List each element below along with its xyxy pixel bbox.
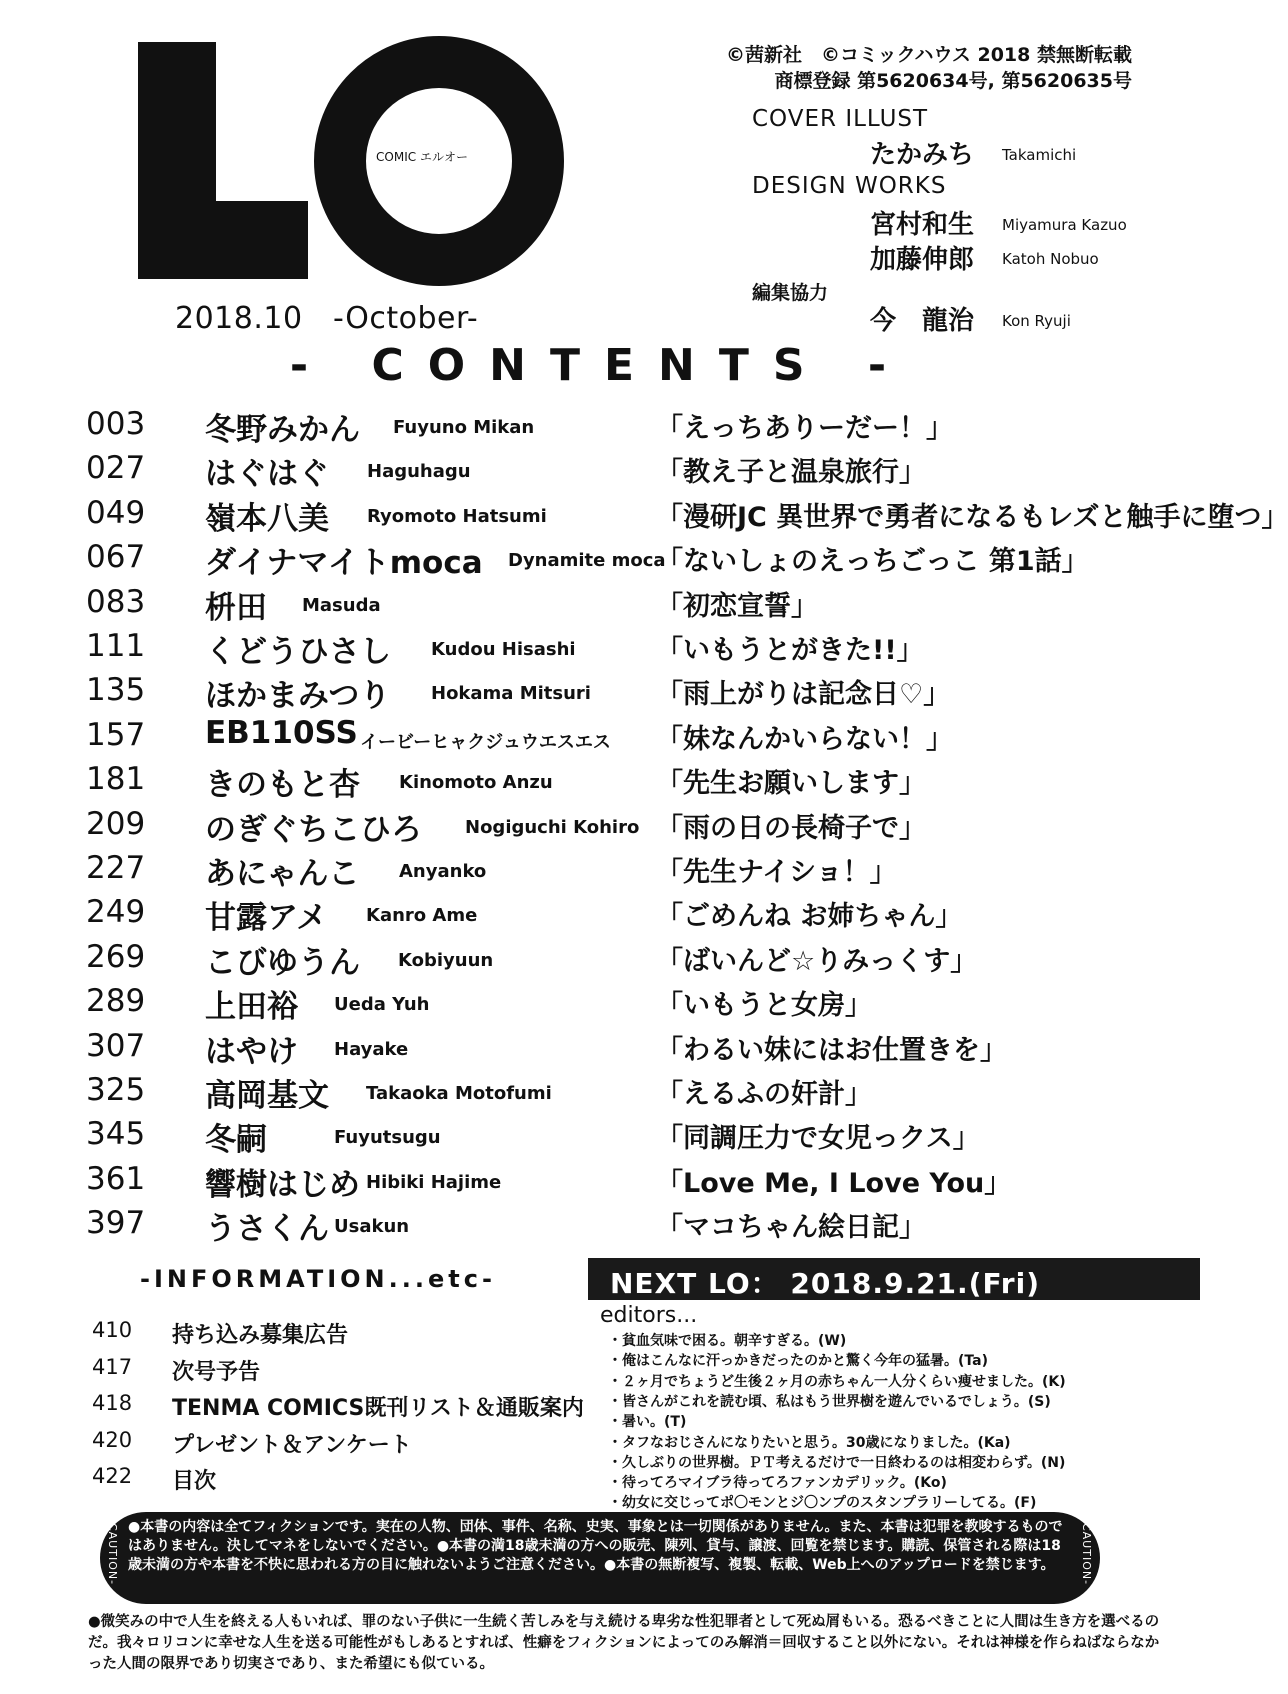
contents-author-en: Hayake bbox=[334, 1038, 409, 1060]
contents-row bbox=[0, 983, 1200, 1027]
contents-page-number: 067 bbox=[86, 539, 146, 576]
contents-author-en: Fuyutsugu bbox=[334, 1127, 441, 1149]
logo-subtitle: COMIC エルオー bbox=[376, 150, 468, 164]
contents-row bbox=[0, 850, 1200, 894]
logo-letter-l-foot bbox=[138, 201, 308, 279]
contents-row bbox=[0, 584, 1200, 628]
designer-2-en: Katoh Nobuo bbox=[1002, 250, 1099, 268]
contents-page-number: 361 bbox=[86, 1160, 146, 1197]
contents-story-title: 「雨の日の長椅子で」 bbox=[656, 812, 926, 844]
editor-comment: ・幼女に交じってポ〇モンとジ〇ンプのスタンプラリーしてる。(F) bbox=[608, 1495, 1037, 1512]
contents-page-number: 135 bbox=[86, 672, 146, 709]
editor-comment: ・２ヶ月でちょうど生後２ヶ月の赤ちゃん一人分くらい痩せました。(K) bbox=[608, 1373, 1066, 1390]
contents-author-jp: うさくん bbox=[205, 1211, 329, 1248]
contents-story-title: 「先生ナイショ！」 bbox=[656, 857, 897, 888]
contents-row bbox=[0, 894, 1200, 938]
contents-author-en: Masuda bbox=[302, 594, 381, 616]
contents-row bbox=[0, 450, 1200, 494]
editor-comment: ・貧血気味で困る。朝辛すぎる。(W) bbox=[608, 1333, 847, 1349]
editor-jp: 今 龍治 bbox=[870, 306, 975, 336]
contents-author-jp: EB110SS bbox=[205, 714, 358, 751]
contents-author-en: Dynamite moca bbox=[508, 550, 666, 572]
caution-side-left: -CAUTION- bbox=[106, 1518, 119, 1586]
contents-page-number: 269 bbox=[86, 938, 146, 975]
designer-1-en: Miyamura Kazuo bbox=[1002, 216, 1127, 234]
contents-row bbox=[0, 761, 1200, 805]
contents-row bbox=[0, 714, 1200, 761]
contents-author-en: Anyanko bbox=[399, 861, 487, 882]
contents-page-number: 111 bbox=[86, 628, 146, 664]
contents-author-jp: 冬野みかん bbox=[205, 412, 360, 448]
information-item: 持ち込み募集広告 bbox=[172, 1323, 349, 1348]
contents-author-jp: くどうひさし bbox=[205, 634, 391, 670]
contents-author-en: Nogiguchi Kohiro bbox=[465, 816, 640, 838]
contents-author-en: Ryomoto Hatsumi bbox=[367, 505, 547, 527]
information-item: 次号予告 bbox=[172, 1359, 261, 1385]
contents-page-number: 249 bbox=[86, 894, 146, 931]
editor-comment: ・久しぶりの世界樹。ＰＴ考えるだけで一日終わるのは相変わらず。(N) bbox=[608, 1454, 1066, 1471]
contents-author-en: Haguhagu bbox=[367, 461, 471, 483]
contents-story-title: 「ないしょのえっちごっこ 第1話」 bbox=[656, 546, 1089, 578]
contents-author-en: Hibiki Hajime bbox=[366, 1171, 502, 1193]
contents-author-en: Kobiyuun bbox=[398, 949, 494, 971]
contents-story-title: 「教え子と温泉旅行」 bbox=[656, 457, 926, 489]
contents-author-en: Kanro Ame bbox=[366, 905, 478, 927]
trademark-line: 商標登録 第5620634号, 第5620635号 bbox=[774, 70, 1132, 92]
information-page-number: 420 bbox=[92, 1427, 133, 1452]
contents-page-number: 209 bbox=[86, 805, 146, 842]
cover-artist-jp: たかみち bbox=[870, 140, 975, 170]
editor-comment: ・皆さんがこれを読む頃、私はもう世界樹を遊んでいるでしょう。(S) bbox=[608, 1393, 1051, 1410]
contents-page-number: 325 bbox=[86, 1072, 146, 1108]
contents-page-number: 307 bbox=[86, 1027, 146, 1064]
contents-page-number: 181 bbox=[86, 761, 146, 798]
contents-page-number: 227 bbox=[86, 850, 146, 886]
contents-row bbox=[0, 806, 1200, 850]
editor-en: Kon Ryuji bbox=[1002, 312, 1071, 330]
information-page-number: 417 bbox=[92, 1354, 133, 1379]
cover-artist-en: Takamichi bbox=[1002, 146, 1077, 164]
editorial-cooperation-label: 編集協力 bbox=[752, 282, 829, 304]
contents-author-jp: ほかまみつり bbox=[205, 678, 391, 715]
contents-row bbox=[0, 1116, 1200, 1160]
designer-2-jp: 加藤伸郎 bbox=[870, 245, 975, 275]
contents-row bbox=[0, 539, 1200, 583]
contents-author-jp: こびゆうん bbox=[205, 944, 360, 981]
contents-author-jp: 甘露アメ bbox=[205, 900, 328, 937]
contents-story-title: 「漫研JC 異世界で勇者になるもレズと触手に堕つ」 bbox=[656, 501, 1288, 533]
contents-author-en: Hokama Mitsuri bbox=[431, 683, 591, 705]
editor-comment: ・待ってろマイブラ待ってろファンカデリック。(Ko) bbox=[608, 1475, 947, 1492]
contents-author-en: Usakun bbox=[334, 1216, 410, 1238]
contents-author-jp: 冬嗣 bbox=[205, 1122, 267, 1159]
contents-author-jp: はぐはぐ bbox=[205, 456, 329, 493]
contents-story-title: 「初恋宣誓」 bbox=[656, 590, 818, 622]
editor-comment: ・俺はこんなに汗っかきだったのかと驚く今年の猛暑。(Ta) bbox=[608, 1353, 988, 1370]
contents-row bbox=[0, 1161, 1200, 1205]
copyright-line: ©茜新社 ©コミックハウス 2018 禁無断転載 bbox=[725, 44, 1132, 66]
contents-story-title: 「いもうと女房」 bbox=[656, 990, 872, 1022]
issue-date: 2018.10 -October- bbox=[175, 301, 479, 336]
information-page-number: 410 bbox=[92, 1318, 133, 1342]
contents-row bbox=[0, 406, 1200, 450]
contents-story-title: 「えっちありーだー！」 bbox=[656, 413, 953, 444]
caution-side-right: -CAUTION- bbox=[1080, 1518, 1093, 1586]
contents-page-number: 397 bbox=[86, 1205, 146, 1242]
information-page-number: 418 bbox=[92, 1391, 133, 1415]
contents-story-title: 「同調圧力で女児っクス」 bbox=[656, 1123, 980, 1155]
design-works-label: DESIGN WORKS bbox=[752, 173, 947, 199]
contents-page-number: 003 bbox=[86, 406, 146, 442]
cover-illust-label: COVER ILLUST bbox=[752, 106, 929, 132]
footnote-text: ●微笑みの中で人生を終える人もいれば、罪のない子供に一生続く苦しみを与え続ける卑劣な性犯罪者として死ぬ屑もいる。恐るべきことに人間は生き方を選べるのだ。我々ロリコンに幸せな人生を送る可能性がもしあるとすれば、性癖をフィクションによってのみ解消＝回収すること以外にない。それは神様を作らねばならなかった人間の限界であり切実さであり、また希望にも似ている。 bbox=[88, 1614, 1160, 1672]
contents-author-en: Kudou Hisashi bbox=[431, 639, 576, 660]
contents-row bbox=[0, 939, 1200, 983]
information-item: プレゼント＆アンケート bbox=[172, 1432, 412, 1458]
contents-story-title: 「Love Me, I Love You」 bbox=[656, 1167, 1012, 1199]
contents-author-en: Fuyuno Mikan bbox=[393, 417, 535, 438]
contents-story-title: 「ばいんど☆りみっくす」 bbox=[656, 945, 978, 977]
contents-story-title: 「雨上がりは記念日♡」 bbox=[656, 679, 951, 711]
contents-story-title: 「いもうとがきた!!」 bbox=[656, 635, 924, 666]
contents-story-title: 「妹なんかいらない！」 bbox=[656, 723, 953, 755]
contents-author-jp: きのもと杏 bbox=[205, 767, 360, 804]
contents-author-jp: のぎぐちこひろ bbox=[205, 811, 422, 848]
contents-page-number: 049 bbox=[86, 494, 146, 531]
contents-author-jp: 嶺本八美 bbox=[205, 500, 329, 537]
contents-row bbox=[0, 672, 1200, 716]
contents-story-title: 「ごめんね お姉ちゃん」 bbox=[656, 901, 963, 933]
contents-row bbox=[0, 494, 1288, 539]
contents-author-jp: ダイナマイトmoca bbox=[205, 545, 483, 582]
information-item: TENMA COMICS既刊リスト＆通販案内 bbox=[172, 1396, 584, 1421]
contents-author-jp: 枡田 bbox=[205, 589, 267, 626]
caution-text: ●本書の内容は全てフィクションです。実在の人物、団体、事件、名称、史実、事象とは一切関係がありません。また、本書は犯罪を教唆するものではありません。決してマネをしないでください。●本書の満18歳未満の方への販売、陳列、貸与、譲渡、回覧を禁じます。購読、保管される際は18歳未満の方や本書を不快に思われる方の目に触れないようご注意ください。●本書の無断複写、複製、転載、Web上へのアップロードを禁じます。 bbox=[128, 1519, 1063, 1573]
contents-row bbox=[0, 1028, 1200, 1072]
contents-page-number: 289 bbox=[86, 983, 146, 1020]
contents-page-number: 083 bbox=[86, 583, 146, 620]
contents-row bbox=[0, 1072, 1200, 1116]
contents-author-en: Kinomoto Anzu bbox=[399, 772, 553, 794]
contents-story-title: 「マコちゃん絵日記」 bbox=[656, 1212, 926, 1244]
editor-comment: ・タフなおじさんになりたいと思う。30歳になりました。(Ka) bbox=[608, 1434, 1011, 1451]
contents-author-en: イービーヒャクジュウエスエス bbox=[360, 731, 611, 753]
contents-author-jp: はやけ bbox=[205, 1033, 298, 1070]
contents-author-jp: あにゃんこ bbox=[205, 856, 360, 892]
information-page-number: 422 bbox=[92, 1464, 133, 1488]
contents-author-en: Ueda Yuh bbox=[334, 994, 430, 1016]
contents-page-number: 345 bbox=[86, 1116, 146, 1153]
contents-story-title: 「えるふの奸計」 bbox=[656, 1079, 872, 1110]
contents-author-jp: 高岡基文 bbox=[205, 1078, 329, 1114]
designer-1-jp: 宮村和生 bbox=[870, 210, 975, 240]
editors-label: editors... bbox=[600, 1303, 698, 1328]
contents-heading: - CONTENTS - bbox=[289, 340, 911, 391]
contents-row bbox=[0, 1205, 1200, 1249]
editor-comment: ・暑い。(T) bbox=[608, 1414, 687, 1431]
contents-author-jp: 上田裕 bbox=[205, 989, 298, 1026]
information-item: 目次 bbox=[172, 1469, 217, 1494]
contents-page-number: 027 bbox=[86, 450, 146, 487]
information-heading: -INFORMATION...etc- bbox=[140, 1265, 496, 1293]
contents-author-jp: 響樹はじめ bbox=[205, 1166, 360, 1203]
contents-row bbox=[0, 628, 1200, 672]
contents-author-en: Takaoka Motofumi bbox=[366, 1083, 552, 1104]
contents-story-title: 「わるい妹にはお仕置きを」 bbox=[656, 1034, 1007, 1066]
next-issue-date: NEXT LO： 2018.9.21.(Fri) bbox=[610, 1267, 1041, 1300]
contents-page-number: 157 bbox=[86, 716, 146, 753]
contents-story-title: 「先生お願いします」 bbox=[656, 768, 926, 800]
